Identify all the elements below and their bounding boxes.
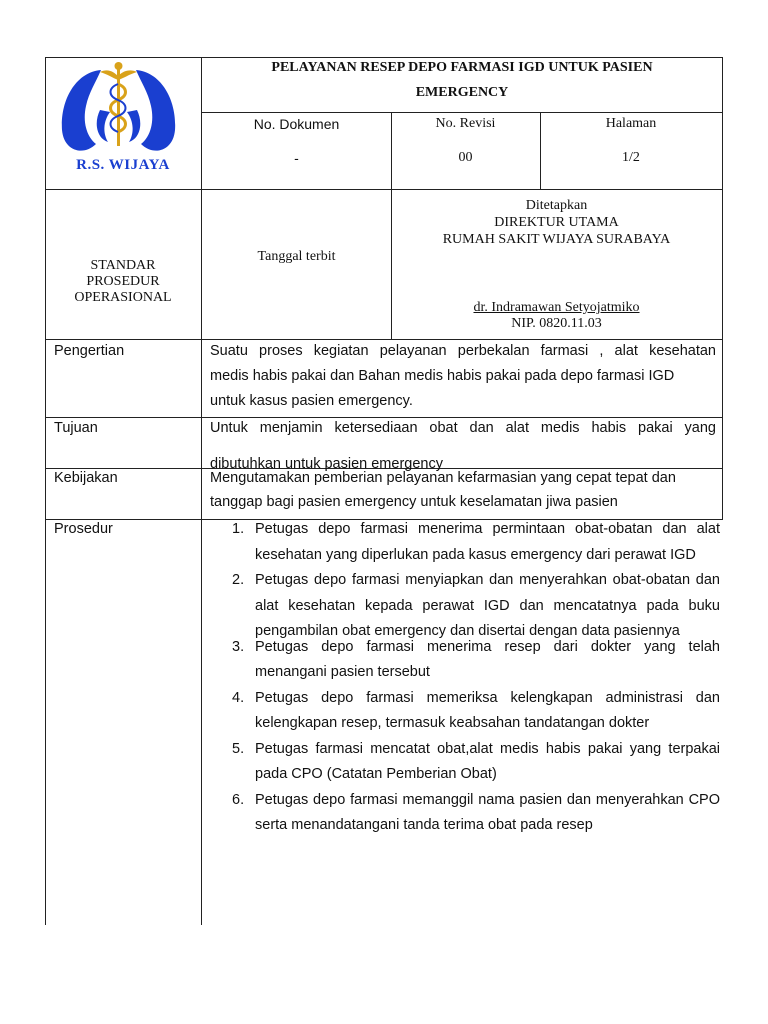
step-number: 5. [232, 740, 245, 757]
tujuan-text-line1: Untuk menjamin ketersediaan obat dan alat medis habis pakai yang [210, 420, 716, 436]
halaman-value: 1/2 [622, 150, 640, 165]
step-number: 4. [232, 689, 245, 706]
step-number: 1. [232, 521, 245, 537]
prosedur-step [210, 568, 720, 645]
step-number: 6. [232, 791, 245, 808]
sop-label-line3: OPERASIONAL [74, 290, 172, 305]
header-divider [202, 112, 723, 113]
step-text: Petugas depo farmasi menerima resep dari dokter yang telah menangani pasien tersebut [255, 638, 720, 680]
tujuan-text-line2: dibutuhkan untuk pasien emergency [210, 456, 443, 472]
signatory-nip: NIP. 0820.11.03 [511, 316, 602, 331]
table-border-left [45, 57, 46, 925]
step-text: Petugas farmasi mencatat obat,alat medis habis pakai yang terpakai pada CPO (Catatan Pemberian Obat) [255, 740, 720, 782]
pengertian-text-line1: Suatu proses kegiatan pelayanan perbekalan farmasi , alat kesehatan [210, 343, 716, 359]
step-text: Petugas depo farmasi menyiapkan dan menyerahkan obat-obatan dan alat kesehatan kepada perawat IGD dan mencatatnya pada buku pengambilan obat emergency dan disertai dengan data pasiennya [255, 572, 720, 639]
step-number: 2. [232, 572, 245, 588]
table-border-right [722, 57, 723, 519]
no-dokumen-label: No. Dokumen [253, 116, 340, 132]
table-border-top [45, 57, 723, 58]
kebijakan-text-line2: tanggap bagi pasien emergency untuk keselamatan jiwa pasien [210, 494, 618, 510]
no-dokumen-value: - [294, 150, 299, 166]
pengertian-label: Pengertian [54, 343, 125, 359]
pengertian-text-line3: untuk kasus pasien emergency. [210, 393, 413, 409]
no-revisi-value: 00 [458, 150, 473, 165]
prosedur-list [210, 517, 720, 839]
tanggal-terbit-label: Tanggal terbit [257, 249, 336, 264]
step-text: Petugas depo farmasi memeriksa kelengkapan administrasi dan kelengkapan resep, termasuk keabsahan tandatangan dokter [255, 689, 720, 731]
ditetapkan-label: Ditetapkan [525, 198, 588, 213]
document-title-line1: PELAYANAN RESEP DEPO FARMASI IGD UNTUK PASIEN [271, 60, 653, 75]
prosedur-step [210, 788, 720, 839]
direktur-label: DIREKTUR UTAMA [494, 215, 619, 230]
sop-label-line2: PROSEDUR [86, 274, 160, 289]
step-text: Petugas depo farmasi menerima permintaan obat-obatan dan alat kesehatan yang diperlukan pada kasus emergency dari perawat IGD [255, 521, 720, 563]
kebijakan-label: Kebijakan [54, 470, 118, 486]
step-text: Petugas depo farmasi memanggil nama pasien dan menyerahkan CPO serta menandatangani tanda terima obat pada resep [255, 791, 720, 833]
kebijakan-text-line1: Mengutamakan pemberian pelayanan kefarmasian yang cepat tepat dan [210, 470, 676, 486]
prosedur-label: Prosedur [54, 521, 113, 537]
hospital-name: R.S. WIJAYA [76, 157, 170, 173]
rumah-sakit-label: RUMAH SAKIT WIJAYA SURABAYA [442, 232, 671, 247]
pengertian-text-line2: medis habis pakai dan Bahan medis habis pakai pada depo farmasi IGD [210, 368, 675, 384]
table-border-header-bottom [45, 189, 723, 190]
step-number: 3. [232, 638, 245, 655]
tujuan-label: Tujuan [54, 420, 98, 436]
no-revisi-label: No. Revisi [435, 116, 496, 131]
sop-label-line1: STANDAR [90, 258, 156, 273]
halaman-label: Halaman [605, 116, 657, 131]
column-divider-main [201, 57, 202, 925]
prosedur-step [210, 517, 720, 568]
document-title-line2: EMERGENCY [415, 85, 509, 100]
prosedur-step [210, 686, 720, 737]
prosedur-step [210, 635, 720, 686]
prosedur-step [210, 737, 720, 788]
signatory-name: dr. Indramawan Setyojatmiko [473, 300, 640, 315]
